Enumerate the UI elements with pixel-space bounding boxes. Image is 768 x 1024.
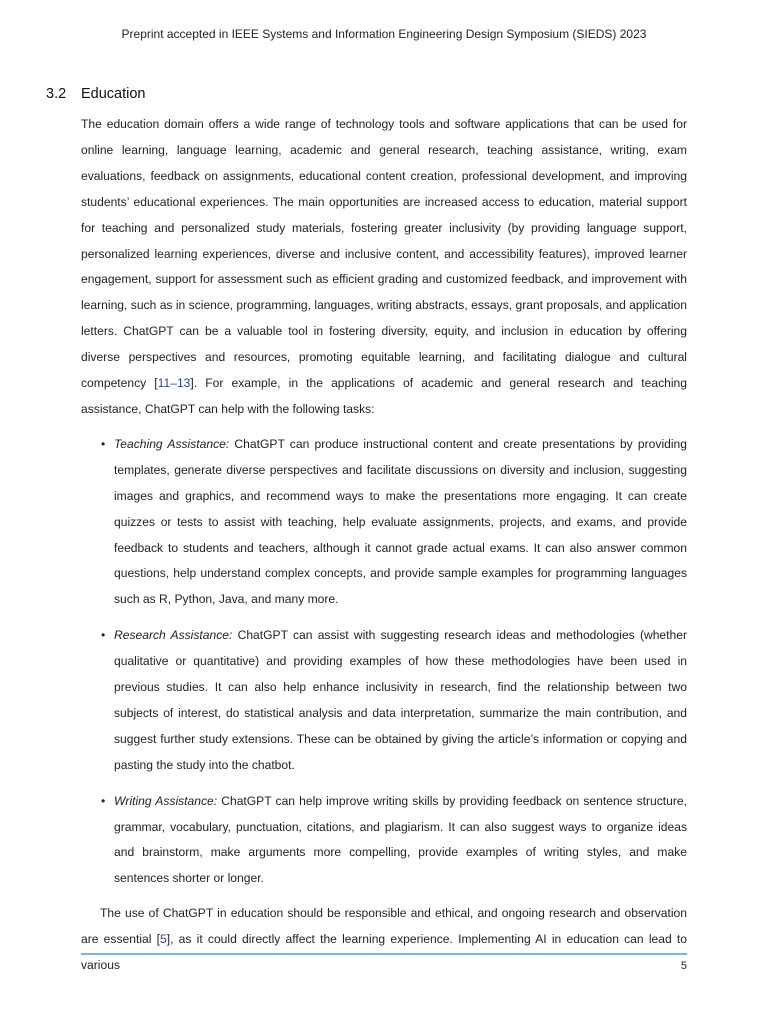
page-number: 5 — [680, 960, 687, 972]
footer-rule — [81, 953, 687, 955]
bullet-text: ChatGPT can assist with suggesting research ideas and methodologies (whether qualitative or quantitative) and providing examples of how these methodologies have been used in previous studies. It can also help enhance inclusivity in research, find the relationship between two subjects of interest, do statistical analysis and data interpretation, summarize the main contribution, and suggest further study extensions. These can be obtained by giving the article’s information or copying and pasting the study into the chatbot. — [114, 628, 688, 772]
task-list — [81, 432, 687, 892]
bullet-label: Teaching Assistance: — [114, 436, 230, 451]
bullet-label: Writing Assistance: — [114, 793, 218, 808]
closing-text: The use of ChatGPT in education should be responsible and ethical, and ongoing research and observation are essential [ — [81, 906, 687, 947]
citation-link[interactable]: 11–13 — [157, 376, 191, 391]
closing-paragraph — [81, 901, 687, 979]
body-text — [81, 112, 687, 979]
intro-text: The education domain offers a wide range of technology tools and software applications that can be used for online learning, language learning, academic and general research, teaching assistance, writing, exam evaluations, feedback on assignments, educational content creation, professional development, and improving students’ educational experiences. The main opportunities are increased access to education, material support for teaching and personalized study materials, fostering greater inclusivity (by providing language support, personalized learning experiences, diverse and inclusive content, and accessibility features), improved learner engagement, support for assessment such as efficient grading and customized feedback, and improvement with learning, such as in science, programming, languages, writing abstracts, essays, grant proposals, and application letters. ChatGPT can be a valuable tool in fostering diversity, equity, and inclusion in education by offering diverse perspectives and resources, promoting equitable learning, and facilitating dialogue and cultural competency [ — [81, 117, 687, 391]
section-number: 3.2 — [46, 86, 67, 102]
section-heading — [46, 86, 146, 102]
intro-text-continued: ]. For example, in the applications of academic and general research and teaching assistance, ChatGPT can help with the following tasks: — [81, 376, 687, 416]
citation-link[interactable]: 5 — [160, 932, 167, 947]
bullet-text: ChatGPT can produce instructional content and create presentations by providing templates, generate diverse perspectives and facilitate discussions on diversity and inclusion, suggesting images and graphics, and recommend ways to make the presentations more engaging. It can create quizzes or tests to assist with teaching, help evaluate assignments, projects, and exams, and provide feedback to students and teachers, although it cannot grade actual exams. It can also answer common questions, help understand complex concepts, and provide sample examples for programming languages such as R, Python, Java, and many more. — [114, 436, 688, 607]
list-item — [81, 623, 687, 778]
list-item — [81, 789, 687, 893]
bullet-label: Research Assistance: — [114, 628, 233, 643]
intro-paragraph — [81, 112, 687, 423]
list-item — [81, 432, 687, 613]
section-title: Education — [81, 86, 146, 102]
running-header: Preprint accepted in IEEE Systems and Information Engineering Design Symposium (SIEDS) 2023 — [121, 27, 647, 41]
closing-text-continued: ], as it could directly affect the learning experience. Implementing AI in education can lead to various — [81, 932, 687, 973]
bullet-text: ChatGPT can help improve writing skills by providing feedback on sentence structure, grammar, vocabulary, punctuation, citations, and plagiarism. It can also suggest ways to organize ideas and brainstorm, make arguments more compelling, provide examples of writing styles, and make sentences shorter or longer. — [114, 793, 687, 886]
